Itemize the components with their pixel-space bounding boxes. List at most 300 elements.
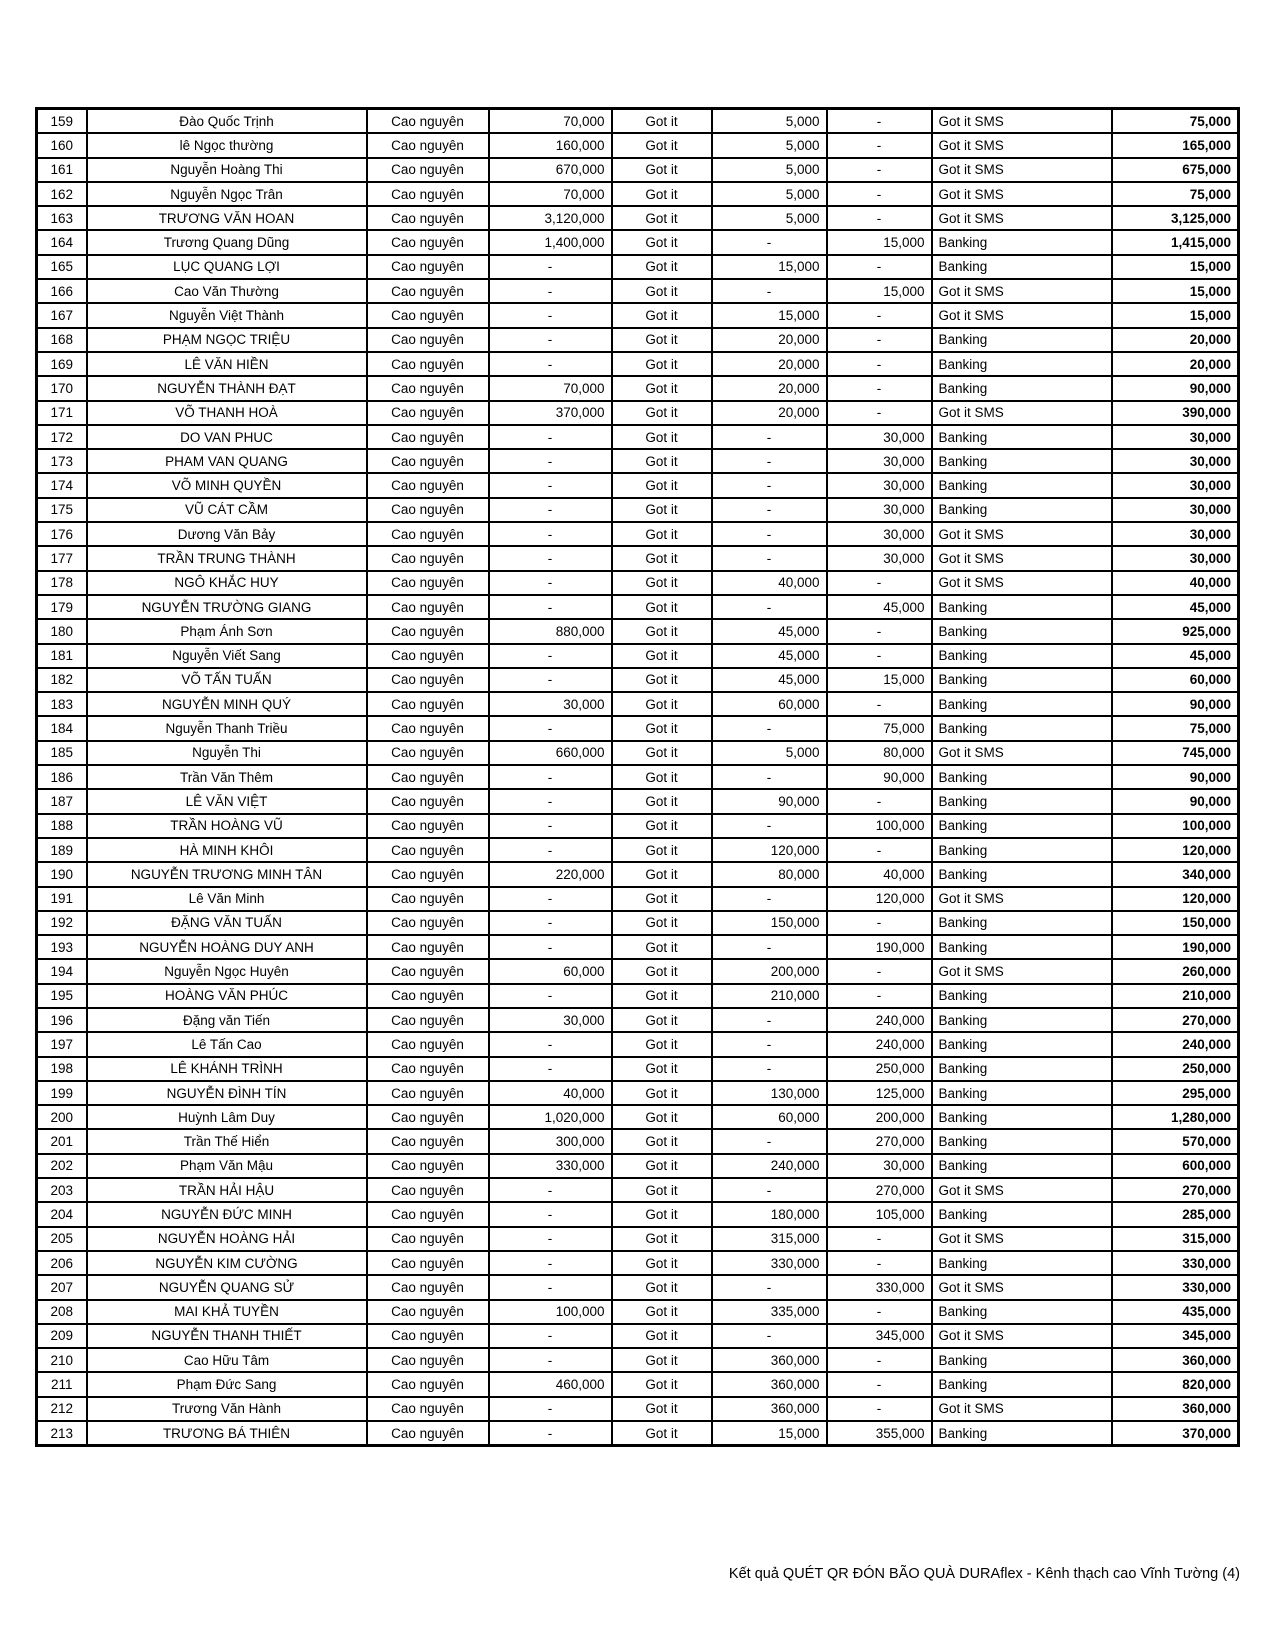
gotit-cell: Got it: [612, 959, 712, 983]
amount2-cell: 5,000: [712, 741, 827, 765]
amount3-cell: 30,000: [827, 1154, 932, 1178]
table-row: [37, 1129, 1239, 1153]
total-cell: 240,000: [1112, 1032, 1239, 1056]
region-cell: Cao nguyên: [367, 959, 489, 983]
table-row: [37, 401, 1239, 425]
amount1-cell: 330,000: [489, 1154, 612, 1178]
name-cell: ĐẶNG VĂN TUẤN: [87, 911, 367, 935]
amount1-cell: -: [489, 571, 612, 595]
channel-cell: Got it SMS: [932, 1324, 1112, 1348]
amount1-cell: 70,000: [489, 376, 612, 400]
amount1-cell: 160,000: [489, 133, 612, 157]
amount3-cell: -: [827, 352, 932, 376]
channel-cell: Banking: [932, 352, 1112, 376]
amount3-cell: 15,000: [827, 279, 932, 303]
total-cell: 90,000: [1112, 789, 1239, 813]
region-cell: Cao nguyên: [367, 498, 489, 522]
amount1-cell: -: [489, 1178, 612, 1202]
amount1-cell: -: [489, 546, 612, 570]
amount1-cell: 3,120,000: [489, 206, 612, 230]
region-cell: Cao nguyên: [367, 1421, 489, 1446]
total-cell: 270,000: [1112, 1008, 1239, 1032]
amount1-cell: 30,000: [489, 1008, 612, 1032]
name-cell: VÕ MINH QUYỀN: [87, 473, 367, 497]
amount1-cell: -: [489, 1275, 612, 1299]
amount2-cell: -: [712, 1129, 827, 1153]
table-row: [37, 1227, 1239, 1251]
region-cell: Cao nguyên: [367, 473, 489, 497]
total-cell: 30,000: [1112, 473, 1239, 497]
amount1-cell: -: [489, 352, 612, 376]
amount3-cell: 30,000: [827, 546, 932, 570]
gotit-cell: Got it: [612, 1202, 712, 1226]
row-number-cell: 205: [37, 1227, 87, 1251]
amount1-cell: -: [489, 1202, 612, 1226]
gotit-cell: Got it: [612, 230, 712, 254]
amount2-cell: -: [712, 498, 827, 522]
row-number-cell: 194: [37, 959, 87, 983]
amount2-cell: -: [712, 230, 827, 254]
region-cell: Cao nguyên: [367, 1154, 489, 1178]
name-cell: Nguyễn Thanh Triều: [87, 716, 367, 740]
amount3-cell: 120,000: [827, 887, 932, 911]
name-cell: NGUYỄN QUANG SỬ: [87, 1275, 367, 1299]
total-cell: 250,000: [1112, 1057, 1239, 1081]
amount1-cell: 40,000: [489, 1081, 612, 1105]
region-cell: Cao nguyên: [367, 668, 489, 692]
amount2-cell: 20,000: [712, 376, 827, 400]
amount2-cell: 45,000: [712, 619, 827, 643]
table-row: [37, 887, 1239, 911]
amount1-cell: -: [489, 1057, 612, 1081]
name-cell: Dương Văn Bảy: [87, 522, 367, 546]
gotit-cell: Got it: [612, 741, 712, 765]
name-cell: Huỳnh Lâm Duy: [87, 1105, 367, 1129]
row-number-cell: 186: [37, 765, 87, 789]
name-cell: Nguyễn Hoàng Thi: [87, 158, 367, 182]
channel-cell: Banking: [932, 619, 1112, 643]
region-cell: Cao nguyên: [367, 376, 489, 400]
region-cell: Cao nguyên: [367, 644, 489, 668]
gotit-cell: Got it: [612, 1129, 712, 1153]
table-row: [37, 644, 1239, 668]
channel-cell: Got it SMS: [932, 887, 1112, 911]
region-cell: Cao nguyên: [367, 1227, 489, 1251]
gotit-cell: Got it: [612, 425, 712, 449]
table-row: [37, 862, 1239, 886]
row-number-cell: 193: [37, 935, 87, 959]
channel-cell: Banking: [932, 328, 1112, 352]
row-number-cell: 173: [37, 449, 87, 473]
total-cell: 150,000: [1112, 911, 1239, 935]
total-cell: 60,000: [1112, 668, 1239, 692]
channel-cell: Got it SMS: [932, 279, 1112, 303]
channel-cell: Banking: [932, 1421, 1112, 1446]
channel-cell: Banking: [932, 425, 1112, 449]
table-row: [37, 814, 1239, 838]
amount1-cell: -: [489, 1227, 612, 1251]
table-row: [37, 1348, 1239, 1372]
table-row: [37, 473, 1239, 497]
total-cell: 30,000: [1112, 498, 1239, 522]
total-cell: 190,000: [1112, 935, 1239, 959]
amount3-cell: -: [827, 619, 932, 643]
channel-cell: Banking: [932, 230, 1112, 254]
table-row: [37, 571, 1239, 595]
region-cell: Cao nguyên: [367, 1324, 489, 1348]
row-number-cell: 178: [37, 571, 87, 595]
row-number-cell: 191: [37, 887, 87, 911]
amount3-cell: 270,000: [827, 1178, 932, 1202]
name-cell: Lê Văn Minh: [87, 887, 367, 911]
gotit-cell: Got it: [612, 595, 712, 619]
region-cell: Cao nguyên: [367, 984, 489, 1008]
channel-cell: Banking: [932, 498, 1112, 522]
table-row: [37, 789, 1239, 813]
region-cell: Cao nguyên: [367, 1397, 489, 1421]
amount3-cell: 15,000: [827, 230, 932, 254]
amount2-cell: 240,000: [712, 1154, 827, 1178]
row-number-cell: 201: [37, 1129, 87, 1153]
amount2-cell: -: [712, 1178, 827, 1202]
amount2-cell: 360,000: [712, 1397, 827, 1421]
table-row: [37, 741, 1239, 765]
name-cell: TRẦN TRUNG THÀNH: [87, 546, 367, 570]
amount3-cell: -: [827, 1348, 932, 1372]
amount2-cell: 200,000: [712, 959, 827, 983]
row-number-cell: 202: [37, 1154, 87, 1178]
channel-cell: Got it SMS: [932, 401, 1112, 425]
region-cell: Cao nguyên: [367, 887, 489, 911]
row-number-cell: 172: [37, 425, 87, 449]
table-row: [37, 935, 1239, 959]
gotit-cell: Got it: [612, 1032, 712, 1056]
table-row: [37, 230, 1239, 254]
channel-cell: Banking: [932, 1057, 1112, 1081]
amount3-cell: -: [827, 789, 932, 813]
table-row: [37, 133, 1239, 157]
total-cell: 600,000: [1112, 1154, 1239, 1178]
channel-cell: Got it SMS: [932, 1397, 1112, 1421]
row-number-cell: 190: [37, 862, 87, 886]
gotit-cell: Got it: [612, 887, 712, 911]
row-number-cell: 166: [37, 279, 87, 303]
amount3-cell: 250,000: [827, 1057, 932, 1081]
row-number-cell: 181: [37, 644, 87, 668]
name-cell: Trương Văn Hành: [87, 1397, 367, 1421]
gotit-cell: Got it: [612, 935, 712, 959]
total-cell: 330,000: [1112, 1275, 1239, 1299]
row-number-cell: 187: [37, 789, 87, 813]
amount3-cell: -: [827, 1227, 932, 1251]
amount3-cell: 30,000: [827, 522, 932, 546]
amount3-cell: 105,000: [827, 1202, 932, 1226]
amount3-cell: -: [827, 838, 932, 862]
amount2-cell: 5,000: [712, 133, 827, 157]
channel-cell: Banking: [932, 862, 1112, 886]
amount1-cell: -: [489, 789, 612, 813]
amount3-cell: -: [827, 303, 932, 327]
table-row: [37, 498, 1239, 522]
amount2-cell: -: [712, 449, 827, 473]
region-cell: Cao nguyên: [367, 692, 489, 716]
table-row: [37, 911, 1239, 935]
table-row: [37, 1300, 1239, 1324]
gotit-cell: Got it: [612, 303, 712, 327]
amount3-cell: -: [827, 206, 932, 230]
amount1-cell: -: [489, 1348, 612, 1372]
total-cell: 1,280,000: [1112, 1105, 1239, 1129]
region-cell: Cao nguyên: [367, 425, 489, 449]
row-number-cell: 179: [37, 595, 87, 619]
channel-cell: Banking: [932, 1081, 1112, 1105]
table-row: [37, 1275, 1239, 1299]
gotit-cell: Got it: [612, 1008, 712, 1032]
table-row: [37, 1372, 1239, 1396]
amount1-cell: -: [489, 1251, 612, 1275]
table-row: [37, 109, 1239, 134]
total-cell: 90,000: [1112, 765, 1239, 789]
row-number-cell: 168: [37, 328, 87, 352]
name-cell: VŨ CÁT CẦM: [87, 498, 367, 522]
channel-cell: Banking: [932, 765, 1112, 789]
gotit-cell: Got it: [612, 1227, 712, 1251]
channel-cell: Banking: [932, 1105, 1112, 1129]
table-row: [37, 1154, 1239, 1178]
amount2-cell: 120,000: [712, 838, 827, 862]
region-cell: Cao nguyên: [367, 230, 489, 254]
amount1-cell: 1,400,000: [489, 230, 612, 254]
region-cell: Cao nguyên: [367, 133, 489, 157]
amount3-cell: 240,000: [827, 1008, 932, 1032]
name-cell: TRẦN HOÀNG VŨ: [87, 814, 367, 838]
amount3-cell: -: [827, 1251, 932, 1275]
amount3-cell: 90,000: [827, 765, 932, 789]
row-number-cell: 213: [37, 1421, 87, 1446]
gotit-cell: Got it: [612, 133, 712, 157]
row-number-cell: 171: [37, 401, 87, 425]
amount3-cell: 30,000: [827, 449, 932, 473]
name-cell: Trần Thế Hiển: [87, 1129, 367, 1153]
total-cell: 3,125,000: [1112, 206, 1239, 230]
row-number-cell: 203: [37, 1178, 87, 1202]
total-cell: 285,000: [1112, 1202, 1239, 1226]
name-cell: NGUYỄN HOÀNG HẢI: [87, 1227, 367, 1251]
amount1-cell: -: [489, 303, 612, 327]
row-number-cell: 176: [37, 522, 87, 546]
amount2-cell: -: [712, 546, 827, 570]
gotit-cell: Got it: [612, 473, 712, 497]
amount2-cell: 20,000: [712, 401, 827, 425]
amount3-cell: 100,000: [827, 814, 932, 838]
amount2-cell: -: [712, 1275, 827, 1299]
gotit-cell: Got it: [612, 522, 712, 546]
row-number-cell: 210: [37, 1348, 87, 1372]
channel-cell: Banking: [932, 595, 1112, 619]
channel-cell: Got it SMS: [932, 158, 1112, 182]
total-cell: 925,000: [1112, 619, 1239, 643]
name-cell: Nguyễn Việt Thành: [87, 303, 367, 327]
row-number-cell: 195: [37, 984, 87, 1008]
amount3-cell: -: [827, 1372, 932, 1396]
gotit-cell: Got it: [612, 1178, 712, 1202]
region-cell: Cao nguyên: [367, 401, 489, 425]
amount2-cell: 330,000: [712, 1251, 827, 1275]
amount2-cell: 315,000: [712, 1227, 827, 1251]
amount1-cell: -: [489, 644, 612, 668]
amount1-cell: -: [489, 595, 612, 619]
amount2-cell: 20,000: [712, 328, 827, 352]
gotit-cell: Got it: [612, 255, 712, 279]
region-cell: Cao nguyên: [367, 935, 489, 959]
row-number-cell: 192: [37, 911, 87, 935]
amount1-cell: -: [489, 911, 612, 935]
amount3-cell: -: [827, 1397, 932, 1421]
total-cell: 75,000: [1112, 109, 1239, 134]
gotit-cell: Got it: [612, 1300, 712, 1324]
name-cell: TRƯƠNG VĂN HOAN: [87, 206, 367, 230]
region-cell: Cao nguyên: [367, 1129, 489, 1153]
amount1-cell: -: [489, 1421, 612, 1446]
name-cell: NGUYỄN KIM CƯỜNG: [87, 1251, 367, 1275]
gotit-cell: Got it: [612, 109, 712, 134]
name-cell: VÕ TẤN TUẤN: [87, 668, 367, 692]
row-number-cell: 174: [37, 473, 87, 497]
table-row: [37, 279, 1239, 303]
total-cell: 675,000: [1112, 158, 1239, 182]
row-number-cell: 160: [37, 133, 87, 157]
row-number-cell: 208: [37, 1300, 87, 1324]
table-row: [37, 255, 1239, 279]
name-cell: Nguyễn Viết Sang: [87, 644, 367, 668]
total-cell: 45,000: [1112, 595, 1239, 619]
amount1-cell: 70,000: [489, 109, 612, 134]
amount2-cell: 15,000: [712, 255, 827, 279]
row-number-cell: 200: [37, 1105, 87, 1129]
name-cell: NGUYỄN TRƯỜNG GIANG: [87, 595, 367, 619]
amount3-cell: -: [827, 182, 932, 206]
total-cell: 75,000: [1112, 182, 1239, 206]
channel-cell: Got it SMS: [932, 303, 1112, 327]
gotit-cell: Got it: [612, 1397, 712, 1421]
amount1-cell: 300,000: [489, 1129, 612, 1153]
gotit-cell: Got it: [612, 1275, 712, 1299]
total-cell: 75,000: [1112, 716, 1239, 740]
total-cell: 15,000: [1112, 303, 1239, 327]
amount1-cell: -: [489, 1397, 612, 1421]
table-row: [37, 182, 1239, 206]
row-number-cell: 170: [37, 376, 87, 400]
table-row: [37, 1081, 1239, 1105]
name-cell: lê Ngọc thường: [87, 133, 367, 157]
name-cell: DO VAN PHUC: [87, 425, 367, 449]
amount2-cell: -: [712, 425, 827, 449]
amount1-cell: 1,020,000: [489, 1105, 612, 1129]
gotit-cell: Got it: [612, 814, 712, 838]
channel-cell: Got it SMS: [932, 109, 1112, 134]
footer-caption: Kết quả QUÉT QR ĐÓN BÃO QUÀ DURAflex - Kênh thạch cao Vĩnh Tường (4): [728, 1566, 1240, 1582]
amount3-cell: -: [827, 911, 932, 935]
total-cell: 315,000: [1112, 1227, 1239, 1251]
gotit-cell: Got it: [612, 352, 712, 376]
amount2-cell: 45,000: [712, 668, 827, 692]
amount1-cell: -: [489, 838, 612, 862]
amount2-cell: 80,000: [712, 862, 827, 886]
amount2-cell: 60,000: [712, 692, 827, 716]
region-cell: Cao nguyên: [367, 206, 489, 230]
row-number-cell: 206: [37, 1251, 87, 1275]
amount2-cell: 60,000: [712, 1105, 827, 1129]
region-cell: Cao nguyên: [367, 1032, 489, 1056]
channel-cell: Got it SMS: [932, 741, 1112, 765]
amount3-cell: 345,000: [827, 1324, 932, 1348]
row-number-cell: 164: [37, 230, 87, 254]
row-number-cell: 199: [37, 1081, 87, 1105]
region-cell: Cao nguyên: [367, 911, 489, 935]
name-cell: LÊ VĂN VIỆT: [87, 789, 367, 813]
amount3-cell: -: [827, 255, 932, 279]
channel-cell: Got it SMS: [932, 206, 1112, 230]
channel-cell: Banking: [932, 1372, 1112, 1396]
amount2-cell: -: [712, 1057, 827, 1081]
row-number-cell: 188: [37, 814, 87, 838]
region-cell: Cao nguyên: [367, 1202, 489, 1226]
table-row: [37, 1008, 1239, 1032]
region-cell: Cao nguyên: [367, 1105, 489, 1129]
table-row: [37, 206, 1239, 230]
amount2-cell: -: [712, 765, 827, 789]
amount1-cell: 220,000: [489, 862, 612, 886]
table-row: [37, 1251, 1239, 1275]
gotit-cell: Got it: [612, 765, 712, 789]
row-number-cell: 180: [37, 619, 87, 643]
region-cell: Cao nguyên: [367, 255, 489, 279]
gotit-cell: Got it: [612, 1251, 712, 1275]
table-row: [37, 595, 1239, 619]
amount2-cell: 5,000: [712, 158, 827, 182]
gotit-cell: Got it: [612, 1372, 712, 1396]
row-number-cell: 212: [37, 1397, 87, 1421]
total-cell: 1,415,000: [1112, 230, 1239, 254]
amount1-cell: -: [489, 425, 612, 449]
table-row: [37, 619, 1239, 643]
gotit-cell: Got it: [612, 668, 712, 692]
total-cell: 20,000: [1112, 328, 1239, 352]
channel-cell: Banking: [932, 1202, 1112, 1226]
amount2-cell: -: [712, 814, 827, 838]
gotit-cell: Got it: [612, 1324, 712, 1348]
amount1-cell: 60,000: [489, 959, 612, 983]
channel-cell: Got it SMS: [932, 182, 1112, 206]
amount1-cell: 460,000: [489, 1372, 612, 1396]
amount3-cell: 240,000: [827, 1032, 932, 1056]
row-number-cell: 204: [37, 1202, 87, 1226]
channel-cell: Banking: [932, 1032, 1112, 1056]
region-cell: Cao nguyên: [367, 1275, 489, 1299]
gotit-cell: Got it: [612, 1105, 712, 1129]
amount2-cell: 150,000: [712, 911, 827, 935]
total-cell: 90,000: [1112, 376, 1239, 400]
channel-cell: Banking: [932, 1154, 1112, 1178]
total-cell: 295,000: [1112, 1081, 1239, 1105]
region-cell: Cao nguyên: [367, 1057, 489, 1081]
amount2-cell: -: [712, 1324, 827, 1348]
amount2-cell: 5,000: [712, 182, 827, 206]
table-row: [37, 546, 1239, 570]
table-row: [37, 1057, 1239, 1081]
amount2-cell: -: [712, 716, 827, 740]
table-row: [37, 1202, 1239, 1226]
